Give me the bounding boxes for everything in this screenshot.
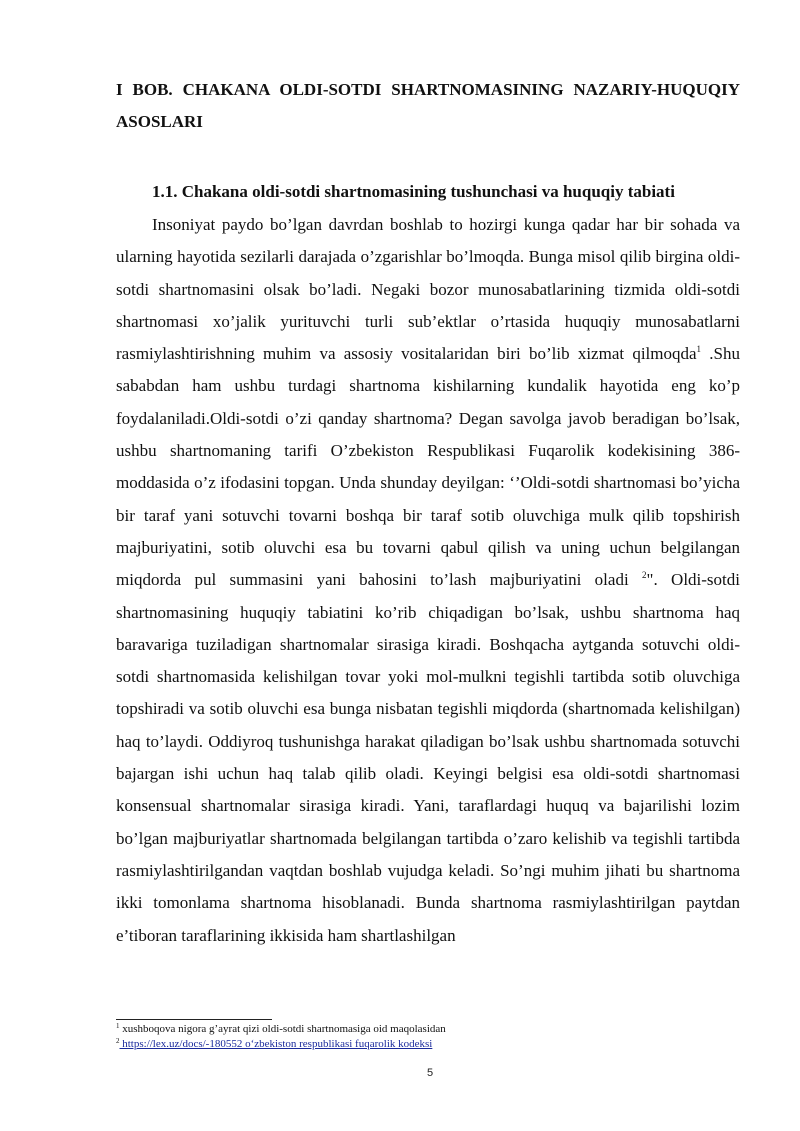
footnote-mark-2: 2	[116, 1037, 120, 1045]
paragraph-text-2: .Shu sababdan ham ushbu turdagi shartnoma kishilarning kundalik hayotida eng ko’p foydalaniladi.Oldi-sotdi o’zi qanday shartnoma? Degan savolga javob beradigan bo’lsak, ushbu shartnomaning tarifi O’zbekiston Respublikasi Fuqarolik kodekisining 386-moddasida o’z ifodasini topgan. Unda shunday deyilgan: ‘’Oldi-sotdi shartnomasi bo’yicha bir taraf yani sotuvchi tovarni boshqa bir taraf sotib oluvchiga mulk qilib topshirish majburiyatini, sotib oluvchi esa bu tovarni qabul qilish va uning uchun belgilangan miqdorda pul summasini yani bahosini to’lash majburiyatini oladi	[116, 344, 740, 590]
footnote-1	[116, 1022, 740, 1037]
chapter-title: I BOB. CHAKANA OLDI-SOTDI SHARTNOMASINING NAZARIY-HUQUQIY ASOSLARI	[116, 80, 740, 131]
section-title: 1.1. Chakana oldi-sotdi shartnomasining tushunchasi va huquqiy tabiati	[152, 182, 675, 201]
paragraph-text-3: ". Oldi-sotdi shartnomasining huquqiy tabiatini ko’rib chiqadigan bo’lsak, ushbu shartnoma haq baravariga tuziladigan shartnomalar sirasiga kiradi. Boshqacha aytganda sotuvchi oldi-sotdi shartnomasida kelishilgan tovar yoki mol-mulkni tegishli tartibda sotib oluvchiga topshiradi va sotib oluvchi esa bunga nisbatan tegishli miqdorda (shartnomada kelishilgan) haq to’laydi. Oddiyroq tushunishga harakat qiladigan bo’lsak ushbu shartnomada sotuvchi bajargan ishi uchun haq talab qilib oladi. Keyingi belgisi esa oldi-sotdi shartnomasi konsensual shartnomalar sirasiga kiradi. Yani, taraflardagi huquq va bajarilishi lozim bo’lgan majburiyatlar shartnomada belgilangan tartibda o’zaro kelishib va tegishli tartibda rasmiylashtirilgandan vaqtdan boshlab vujudga keladi. So’ngi muhim jihati bu shartnoma ikki tomonlama shartnoma hisoblanadi. Bunda shartnoma rasmiylashtirilgan paytdan e’tiboran taraflarining ikkisida ham shartlashilgan	[116, 570, 740, 945]
footnote-mark-1: 1	[116, 1022, 120, 1030]
paragraph-text-1: Insoniyat paydo bo’lgan davrdan boshlab to hozirgi kunga qadar har bir sohada va ularning hayotida sezilarli darajada o’zgarishlar bo’lmoqda. Bunga misol qilib birgina oldi-sotdi shartnomasini olsak bo’ladi. Negaki bozor munosabatlarining tizmida oldi-sotdi shartnomasi xo’jalik yurituvchi turli sub’ektlar o’rtasida huquqiy munosabatlarni rasmiylashtirishning muhim va assosiy vositalaridan biri bo’lib xizmat qilmoqda	[116, 215, 740, 364]
footnote-divider	[116, 1019, 272, 1020]
footnote-ref-1[interactable]: 1	[696, 344, 702, 355]
body-paragraph	[116, 209, 740, 952]
footnote-link-2[interactable]: https://lex.uz/docs/-180552 o‘zbekiston respublikasi fuqarolik kodeksi	[119, 1038, 433, 1050]
document-page	[116, 74, 740, 952]
footnote-text-1: xushboqova nigora g’ayrat qizi oldi-sotdi shartnomasiga oid maqolasidan	[119, 1023, 446, 1035]
page-number: 5	[426, 1067, 434, 1079]
footnote-2	[116, 1037, 740, 1052]
footnotes	[116, 1022, 740, 1052]
footnote-ref-2[interactable]: 2	[642, 570, 647, 581]
